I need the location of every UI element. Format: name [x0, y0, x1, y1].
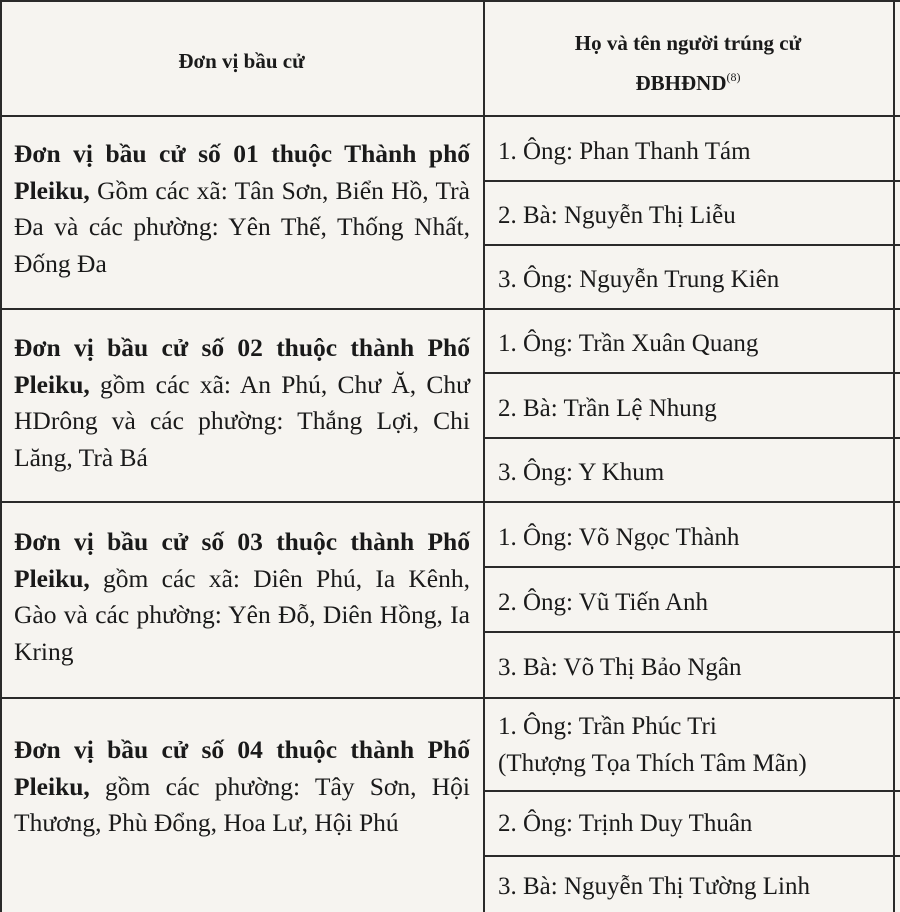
row-divider: [0, 0, 900, 2]
elected-person: 1. Ông: Trần Phúc Tri: [498, 713, 717, 740]
cell-divider: [483, 372, 900, 374]
header-elected-person: [483, 26, 893, 100]
elected-person: 2. Ông: Vũ Tiến Anh: [498, 589, 709, 616]
election-unit-4: [14, 732, 470, 842]
header-col2-line2: ĐBHĐND: [635, 71, 727, 95]
cell-divider: [483, 790, 900, 792]
row-divider: [0, 308, 900, 310]
elected-person: 2. Bà: Nguyễn Thị Liễu: [498, 202, 736, 229]
column-divider: [0, 0, 2, 912]
header-col2-line2-wrap: [483, 60, 893, 100]
elected-person: 1. Ông: Trần Xuân Quang: [498, 330, 759, 357]
elected-person: 3. Ông: Nguyễn Trung Kiên: [498, 266, 780, 293]
elected-person: 3. Bà: Võ Thị Bảo Ngân: [498, 654, 742, 681]
unit-1-title: Đơn vị bầu cử số 01 thuộc Thành phố Pleiku,: [14, 139, 470, 205]
elected-person: 3. Bà: Nguyễn Thị Tường Linh: [498, 873, 810, 900]
cell-divider: [483, 244, 900, 246]
unit-4-title: Đơn vị bầu cử số 04 thuộc thành Phố Pleiku,: [14, 735, 470, 801]
elected-person: 1. Ông: Phan Thanh Tám: [498, 138, 751, 165]
election-unit-3: [14, 524, 470, 670]
header-col2-line1: Họ và tên người trúng cử: [574, 31, 802, 55]
row-divider: [0, 501, 900, 503]
cell-divider: [483, 437, 900, 439]
column-divider: [483, 0, 485, 912]
unit-2-description: gồm các xã: An Phú, Chư Ă, Chư HDrông và các phường: Thắng Lợi, Chi Lăng, Trà Bá: [14, 369, 470, 472]
header-election-unit: [0, 44, 483, 78]
unit-4-description: gồm các phường: Tây Sơn, Hội Thương, Phù Đổng, Hoa Lư, Hội Phú: [14, 771, 470, 837]
election-unit-1: [14, 136, 470, 282]
elected-person: 3. Ông: Y Khum: [498, 459, 665, 486]
cell-divider: [483, 180, 900, 182]
header-col1-text: Đơn vị bầu cử: [178, 49, 305, 73]
row-divider: [0, 115, 900, 117]
unit-1-description: Gồm các xã: Tân Sơn, Biển Hồ, Trà Đa và các phường: Yên Thế, Thống Nhất, Đống Đa: [14, 175, 470, 278]
elected-person-note: (Thượng Tọa Thích Tâm Mãn): [498, 750, 807, 777]
unit-3-description: gồm các xã: Diên Phú, Ia Kênh, Gào và các phường: Yên Đỗ, Diên Hồng, Ia Kring: [14, 563, 470, 666]
cell-divider: [483, 631, 900, 633]
elected-person: 2. Bà: Trần Lệ Nhung: [498, 395, 717, 422]
election-unit-2: [14, 330, 470, 476]
footnote-marker: (8): [726, 70, 741, 84]
elected-person: 1. Ông: Võ Ngọc Thành: [498, 524, 740, 551]
row-divider: [0, 697, 900, 699]
elected-person: 2. Ông: Trịnh Duy Thuân: [498, 810, 753, 837]
cell-divider: [483, 855, 900, 857]
cell-divider: [483, 566, 900, 568]
unit-3-title: Đơn vị bầu cử số 03 thuộc thành Phố Pleiku,: [14, 527, 470, 593]
unit-2-title: Đơn vị bầu cử số 02 thuộc thành Phố Pleiku,: [14, 333, 470, 399]
